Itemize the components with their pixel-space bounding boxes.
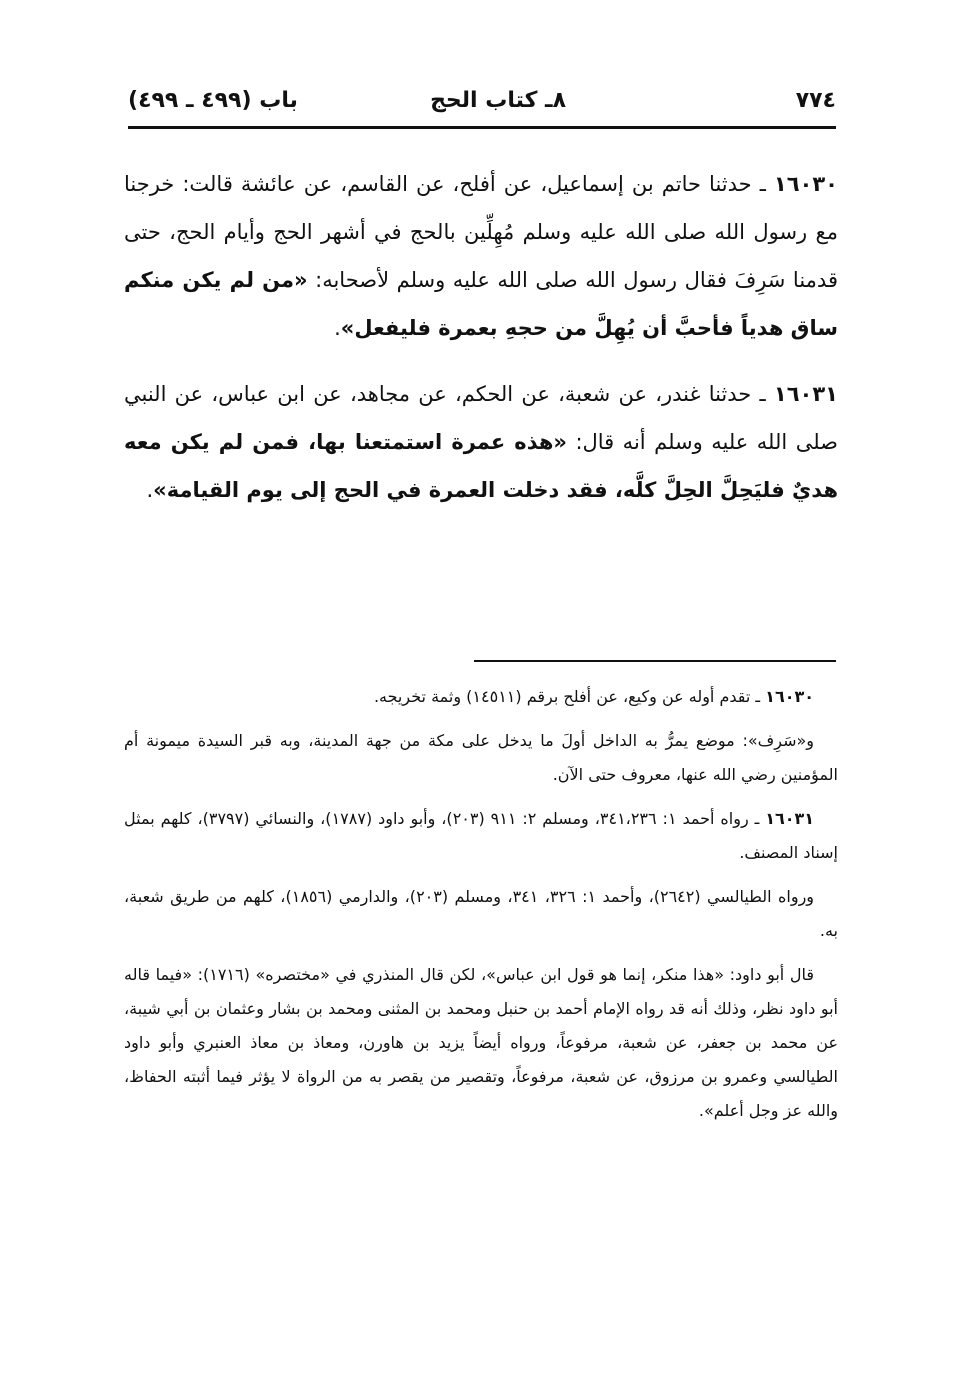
book-title: ٨ـ كتاب الحج — [430, 88, 566, 113]
hadith-text: ـ حدثنا غندر، عن شعبة، عن الحكم، عن مجاهد، عن ابن عباس، عن النبي صلى الله عليه وسلم أنه قال: — [124, 382, 838, 454]
footnote-text: قال أبو داود: «هذا منكر، إنما هو قول ابن عباس»، لكن قال المنذري في «مختصره» (١٧١٦): «فيما قاله أبو داود نظر، وذلك أنه قد رواه الإمام أحمد بن حنبل ومحمد بن المثنى ومحمد بن بشار وعثمان بن أبي شيبة، عن محمد بن جعفر، عن شعبة، مرفوعاً، ورواه أيضاً يزيد بن هاورن، ومعاذ بن معاذ العنبري وأبو داود الطيالسي وعمرو بن مرزوق، عن شعبة، مرفوعاً، وتقصير من يقصر به من الرواة لا يؤثر فيما أثبته الحفاظ، والله عز وجل أعلم». — [124, 965, 838, 1120]
footnote-16030 — [124, 680, 838, 714]
footnote-16031 — [124, 802, 838, 870]
footnote-text: ـ رواه أحمد ١: ٣٤١،٢٣٦، ومسلم ٢: ٩١١ (٢٠٣)، وأبو داود (١٧٨٧)، والنسائي (٣٧٩٧)، كلهم بمثل إسناد المصنف. — [124, 809, 838, 862]
hadith-number: ١٦٠٣١ — [773, 382, 838, 406]
hadith-end: . — [146, 478, 154, 502]
footnote-sarif — [124, 724, 838, 792]
page-number: ٧٧٤ — [795, 88, 836, 113]
hadith-text: ـ حدثنا حاتم بن إسماعيل، عن أفلح، عن القاسم، عن عائشة قالت: خرجنا مع رسول الله صلى الله عليه وسلم مُهِلِّين بالحج في أشهر الحج وأيام الحج، حتى قدمنا سَرِفَ فقال رسول الله صلى الله عليه وسلم لأصحابه: — [124, 172, 838, 292]
footnote-number: ١٦٠٣١ — [765, 809, 815, 828]
footnote-text: ـ تقدم أوله عن وكيع، عن أفلح برقم (١٤٥١١) وثمة تخريجه. — [373, 687, 766, 706]
footnote-number: ١٦٠٣٠ — [765, 687, 814, 706]
footnote-text: و«سَرِف»: موضع يمرُّ به الداخل أولَ ما يدخل على مكة من جهة المدينة، وبه قبر السيدة ميمونة أم المؤمنين رضي الله عنها، معروف حتى الآن. — [124, 731, 838, 784]
footnote-abu-dawud — [124, 958, 838, 1128]
footnotes — [124, 680, 838, 1138]
main-text — [124, 160, 838, 532]
hadith-end: . — [334, 316, 341, 340]
hadith-16030 — [124, 160, 838, 352]
footnote-tayalisi — [124, 880, 838, 948]
footnote-text: ورواه الطيالسي (٢٦٤٢)، وأحمد ١: ٣٢٦، ٣٤١، ومسلم (٢٠٣)، والدارمي (١٨٥٦)، كلهم من طريق شعبة، به. — [124, 887, 838, 940]
header-divider — [128, 126, 836, 129]
footnote-divider — [474, 660, 836, 662]
hadith-number: ١٦٠٣٠ — [773, 172, 838, 196]
chapter-range: باب (٤٩٩ ـ ٤٩٩) — [128, 88, 298, 113]
hadith-quote: «من لم يكن منكم ساق هدياً فأحبَّ أن يُهِلَّ من حجهِ بعمرة فليفعل» — [124, 268, 838, 340]
page-header — [128, 84, 836, 124]
hadith-16031 — [124, 370, 838, 514]
hadith-quote: «هذه عمرة استمتعنا بها، فمن لم يكن معه هديٌ فليَحِلَّ الحِلَّ كلَّه، فقد دخلت العمرة في الحج إلى يوم القيامة» — [124, 430, 838, 502]
